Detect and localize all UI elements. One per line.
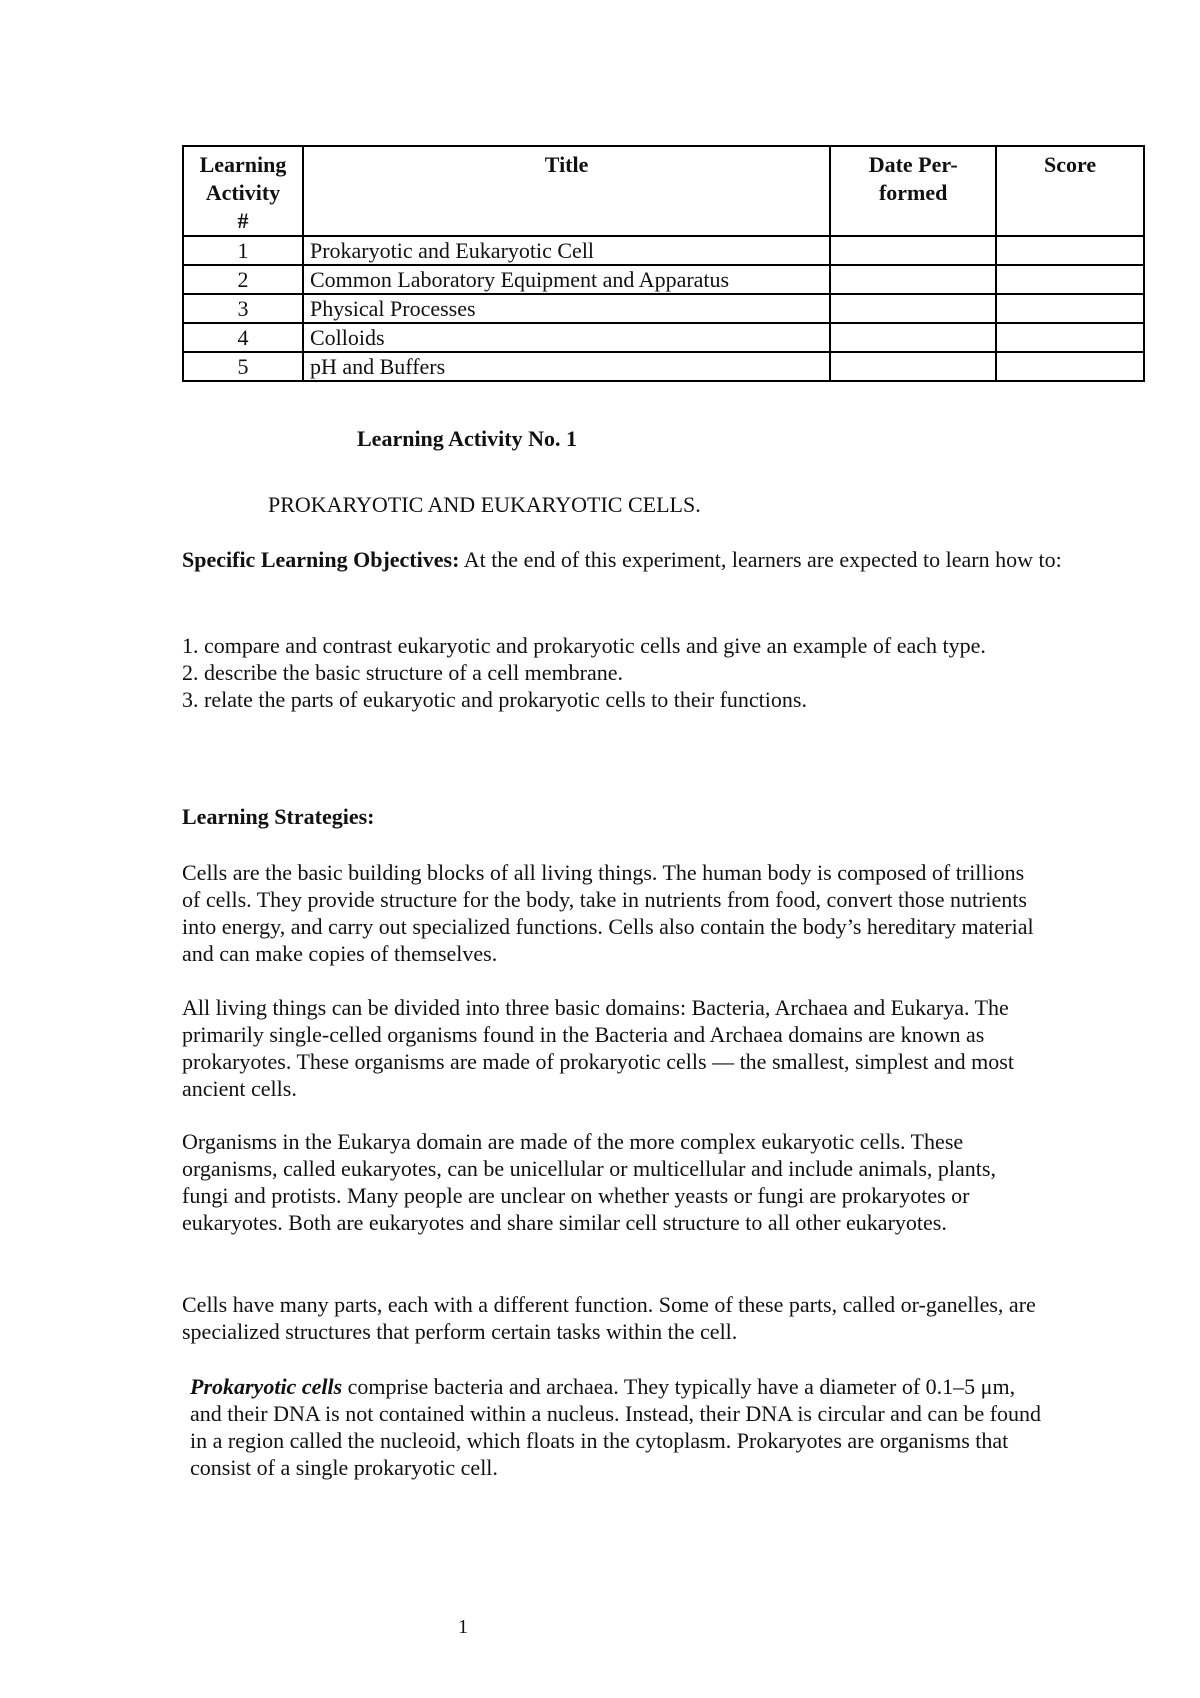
header-text: formed: [878, 180, 948, 205]
header-text: Activity: [205, 180, 281, 205]
list-item: 1. compare and contrast eukaryotic and prokaryotic cells and give an example of each type.: [182, 633, 986, 658]
strategies-heading: Learning Strategies:: [182, 804, 375, 829]
row-date: [830, 294, 996, 323]
table-row: [183, 294, 1144, 323]
header-score: Score: [996, 146, 1144, 236]
row-number: 3: [183, 294, 303, 323]
paragraph-prokaryotic-cells: [190, 1373, 1050, 1481]
row-title: Physical Processes: [303, 294, 830, 323]
table-row: [183, 265, 1144, 294]
paragraph-domains: All living things can be divided into three basic domains: Bacteria, Archaea and Eukarya. The primarily single-celled organisms found in the Bacteria and Archaea domains are known as prokaryotes. These organisms are made of prokaryotic cells — the smallest, simplest and most ancient cells.: [182, 995, 1014, 1101]
objectives-label: Specific Learning Objectives:: [182, 547, 460, 572]
row-number: 1: [183, 236, 303, 265]
row-score: [996, 294, 1144, 323]
objectives-list: [182, 632, 1062, 713]
page-number: 1: [458, 1616, 468, 1638]
row-number: 5: [183, 352, 303, 381]
row-title: Common Laboratory Equipment and Apparatus: [303, 265, 830, 294]
row-score: [996, 236, 1144, 265]
row-title: pH and Buffers: [303, 352, 830, 381]
objectives-paragraph: [182, 546, 1062, 573]
header-title: Title: [303, 146, 830, 236]
list-item: 2. describe the basic structure of a cell membrane.: [182, 660, 624, 685]
activity-title: PROKARYOTIC AND EUKARYOTIC CELLS.: [268, 492, 701, 517]
row-number: 4: [183, 323, 303, 352]
list-item: 3. relate the parts of eukaryotic and prokaryotic cells to their functions.: [182, 687, 807, 712]
row-number: 2: [183, 265, 303, 294]
row-date: [830, 323, 996, 352]
header-date-performed: [830, 146, 996, 236]
row-date: [830, 236, 996, 265]
row-score: [996, 352, 1144, 381]
header-activity-number: [183, 146, 303, 236]
row-score: [996, 265, 1144, 294]
header-text: #: [237, 208, 249, 233]
paragraph-organelles: Cells have many parts, each with a different function. Some of these parts, called or-ganelles, are specialized structures that perform certain tasks within the cell.: [182, 1292, 1036, 1344]
row-score: [996, 323, 1144, 352]
row-title: Colloids: [303, 323, 830, 352]
row-date: [830, 352, 996, 381]
prokaryotic-cells-text: comprise bacteria and archaea. They typically have a diameter of 0.1–5 μm, and their DNA is not contained within a nucleus. Instead, their DNA is circular and can be found in a region called the nucleoid, which floats in the cytoplasm. Prokaryotes are organisms that consist of a single prokaryotic cell.: [190, 1374, 1042, 1480]
row-title: Prokaryotic and Eukaryotic Cell: [303, 236, 830, 265]
paragraph-cells-intro: Cells are the basic building blocks of all living things. The human body is composed of trillions of cells. They provide structure for the body, take in nutrients from food, convert those nutrients into energy, and carry out specialized functions. Cells also contain the body’s hereditary material and can make copies of themselves.: [182, 860, 1034, 966]
activity-heading: Learning Activity No. 1: [357, 426, 577, 451]
row-date: [830, 265, 996, 294]
objectives-text: At the end of this experiment, learners are expected to learn how to:: [459, 547, 1062, 572]
activities-table: [182, 145, 1145, 382]
table-row: [183, 352, 1144, 381]
table-header-row: [183, 146, 1144, 236]
prokaryotic-cells-term: Prokaryotic cells: [190, 1374, 343, 1399]
header-text: Date Per-: [868, 152, 958, 177]
header-text: Learning: [199, 152, 287, 177]
table-row: [183, 323, 1144, 352]
paragraph-eukarya: Organisms in the Eukarya domain are made of the more complex eukaryotic cells. These organisms, called eukaryotes, can be unicellular or multicellular and include animals, plants, fungi and protists. Many people are unclear on whether yeasts or fungi are prokaryotes or eukaryotes. Both are eukaryotes and share similar cell structure to all other eukaryotes.: [182, 1129, 996, 1235]
table-row: [183, 236, 1144, 265]
